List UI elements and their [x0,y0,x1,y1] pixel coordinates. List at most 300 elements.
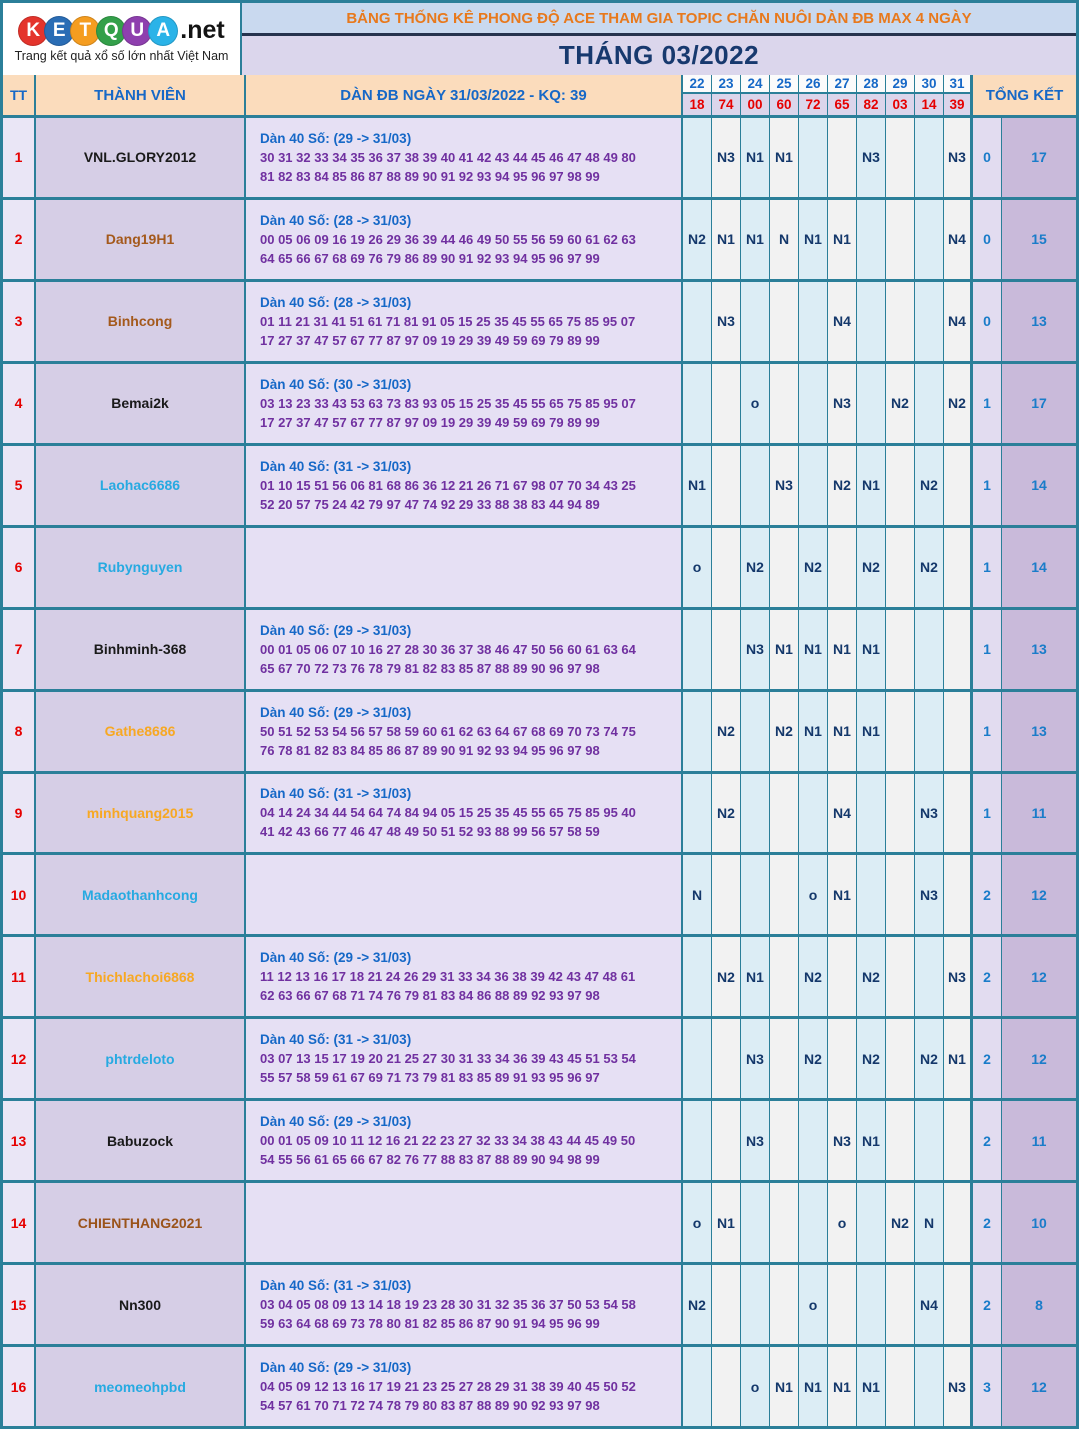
table-row [3,610,1076,692]
day-number-label: 26 [799,75,827,94]
day-status-cell [886,774,915,853]
day-status-cell [799,1183,828,1262]
member-name: Babuzock [36,1101,246,1180]
day-status-cell: o [799,1265,828,1344]
day-status-cell [886,200,915,279]
row-index: 5 [3,446,36,525]
dan-range-label: Dàn 40 Số: (28 -> 31/03) [260,294,412,310]
member-dan-description [246,1183,683,1262]
day-status-cell: N3 [712,118,741,197]
day-status-cell [857,1265,886,1344]
tongket-col1-value: 1 [973,528,1002,607]
day-status-cell [799,118,828,197]
row-index: 14 [3,1183,36,1262]
day-status-cell [770,774,799,853]
day-status-cell [799,282,828,361]
member-name: Nn300 [36,1265,246,1344]
day-status-cell [683,1347,712,1426]
day-column [741,75,770,115]
member-name: Binhminh-368 [36,610,246,689]
tongket-col1-value: 0 [973,282,1002,361]
day-status-cell [712,364,741,443]
tongket-col2-value: 13 [1002,610,1076,689]
col-header-member: THÀNH VIÊN [36,75,246,115]
col-header-tt: TT [3,75,36,115]
day-status-cell [857,774,886,853]
logo-wordmark [18,16,224,46]
table-body [3,118,1076,1426]
logo-letter-icon: E [44,16,74,46]
dan-numbers: 03 04 05 08 09 13 14 18 19 23 28 30 31 32 35 36 37 50 53 54 58 59 63 64 68 69 73 78 80 81 82 85 86 87 90 91 94 95 96 99 [260,1297,636,1332]
dan-range-label: Dàn 40 Số: (29 -> 31/03) [260,130,412,146]
day-status-cell [683,610,712,689]
dan-numbers: 03 07 13 15 17 19 20 21 25 27 30 31 33 34 36 39 43 45 51 53 54 55 57 58 59 61 67 69 71 73 79 81 83 85 89 91 93 95 96 97 [260,1051,636,1086]
table-row [3,1019,1076,1101]
member-dan-description [246,200,683,279]
day-status-cell: N3 [741,610,770,689]
day-status-cell: N1 [799,1347,828,1426]
member-dan-description [246,610,683,689]
member-name: Gathe8686 [36,692,246,771]
day-column [683,75,712,115]
day-status-cell [886,1347,915,1426]
day-status-cell [741,774,770,853]
day-result-value: 00 [741,94,769,115]
day-status-cell: N3 [712,282,741,361]
day-status-cell: N1 [799,200,828,279]
day-number-label: 27 [828,75,856,94]
day-status-cell: N2 [857,1019,886,1098]
day-status-cell [770,855,799,934]
day-status-cell [857,1183,886,1262]
day-status-cell: N3 [944,1347,973,1426]
day-status-cell [944,1183,973,1262]
tongket-col2-value: 17 [1002,118,1076,197]
table-row [3,692,1076,774]
tongket-col1-value: 0 [973,118,1002,197]
day-status-cell: N1 [712,1183,741,1262]
day-column [857,75,886,115]
table-row [3,118,1076,200]
tongket-col1-value: 2 [973,855,1002,934]
day-status-cell [915,364,944,443]
day-status-cell [857,855,886,934]
title-banners [242,3,1076,75]
day-status-cell: N4 [828,282,857,361]
day-column [828,75,857,115]
day-number-label: 31 [944,75,970,94]
day-number-label: 29 [886,75,914,94]
day-number-label: 22 [683,75,711,94]
day-result-value: 65 [828,94,856,115]
day-status-cell [712,1347,741,1426]
day-number-label: 30 [915,75,943,94]
day-result-value: 72 [799,94,827,115]
day-status-cell: N2 [915,528,944,607]
day-status-cell: N1 [828,855,857,934]
logo-suffix: .net [180,16,225,44]
day-status-cell [741,446,770,525]
day-status-cell [944,528,973,607]
tongket-col1-value: 3 [973,1347,1002,1426]
table-row [3,446,1076,528]
day-number-label: 23 [712,75,740,94]
day-status-cell [741,1183,770,1262]
tongket-col2-value: 12 [1002,1347,1076,1426]
tongket-col2-value: 11 [1002,1101,1076,1180]
day-status-cell [915,692,944,771]
day-status-cell [857,200,886,279]
day-status-cell [683,1019,712,1098]
day-status-cell: N3 [828,1101,857,1180]
tongket-col2-value: 14 [1002,446,1076,525]
dan-range-label: Dàn 40 Số: (29 -> 31/03) [260,1114,412,1130]
day-status-cell: N2 [828,446,857,525]
row-index: 6 [3,528,36,607]
member-dan-description [246,1347,683,1426]
dan-range-label: Dàn 40 Số: (29 -> 31/03) [260,950,412,966]
day-status-cell [741,282,770,361]
dan-numbers: 01 11 21 31 41 51 61 71 81 91 05 15 25 35 45 55 65 75 85 95 07 17 27 37 47 57 67 77 87 97 09 19 29 39 49 59 69 79 89 99 [260,313,636,348]
day-status-cell [915,118,944,197]
member-dan-description [246,1101,683,1180]
row-index: 15 [3,1265,36,1344]
table-header [3,75,1076,118]
day-status-cell: N3 [741,1101,770,1180]
day-status-cell [886,1265,915,1344]
day-status-cell: N2 [944,364,973,443]
dan-range-label: Dàn 40 Số: (28 -> 31/03) [260,212,412,228]
day-status-cell: N4 [828,774,857,853]
day-status-cell [828,118,857,197]
day-status-cell [741,1265,770,1344]
member-name: VNL.GLORY2012 [36,118,246,197]
table-row [3,937,1076,1019]
dan-numbers: 00 01 05 06 07 10 16 27 28 30 36 37 38 46 47 50 56 60 61 63 64 65 67 70 72 73 76 78 79 81 82 83 85 87 88 89 90 96 97 98 [260,641,636,676]
day-status-cell [886,692,915,771]
day-status-cell: o [799,855,828,934]
member-dan-description [246,282,683,361]
logo-letter-icon: U [122,16,152,46]
day-status-cell: o [828,1183,857,1262]
site-logo[interactable] [3,3,242,75]
day-status-cell [683,282,712,361]
day-status-cell [944,446,973,525]
row-index: 10 [3,855,36,934]
day-status-cell [712,610,741,689]
day-status-cell [741,692,770,771]
day-status-cell: N2 [683,200,712,279]
dan-range-label: Dàn 40 Số: (31 -> 31/03) [260,786,412,802]
day-status-cell [799,1101,828,1180]
row-index: 9 [3,774,36,853]
day-status-cell: N2 [857,528,886,607]
day-status-cell: o [741,364,770,443]
day-status-cell [712,446,741,525]
dan-numbers: 04 05 09 12 13 16 17 19 21 23 25 27 28 29 31 38 39 40 45 50 52 54 57 61 70 71 72 74 78 79 80 83 87 88 89 90 92 93 97 98 [260,1379,636,1414]
day-status-cell [712,528,741,607]
day-status-cell: N2 [799,528,828,607]
day-status-cell: N1 [741,937,770,1016]
day-status-cell: N4 [944,282,973,361]
day-status-cell: o [683,1183,712,1262]
logo-letter-icon: Q [96,16,126,46]
tongket-col2-value: 17 [1002,364,1076,443]
table-row [3,528,1076,610]
day-status-cell: N3 [857,118,886,197]
dan-range-label: Dàn 40 Số: (30 -> 31/03) [260,376,412,392]
member-name: Thichlachoi6868 [36,937,246,1016]
day-column [799,75,828,115]
day-status-cell [915,1347,944,1426]
tongket-col1-value: 2 [973,1101,1002,1180]
tongket-col2-value: 10 [1002,1183,1076,1262]
member-name: Binhcong [36,282,246,361]
table-row [3,1347,1076,1426]
day-column [886,75,915,115]
member-dan-description [246,446,683,525]
dan-numbers: 04 14 24 34 44 54 64 74 84 94 05 15 25 35 45 55 65 75 85 95 40 41 42 43 66 77 46 47 48 49 50 51 52 93 88 99 56 57 58 59 [260,805,636,840]
day-status-cell [944,610,973,689]
day-status-cell: o [683,528,712,607]
member-dan-description [246,937,683,1016]
dan-numbers: 03 13 23 33 43 53 63 73 83 93 05 15 25 35 45 55 65 75 85 95 07 17 27 37 47 57 67 77 87 97 09 19 29 39 49 59 69 79 89 99 [260,395,636,430]
tongket-col1-value: 1 [973,364,1002,443]
table-row [3,282,1076,364]
tongket-col1-value: 2 [973,1183,1002,1262]
day-number-label: 28 [857,75,885,94]
table-row [3,364,1076,446]
day-status-cell: N2 [770,692,799,771]
day-status-cell: N3 [915,855,944,934]
day-status-cell [770,1183,799,1262]
dan-numbers: 01 10 15 51 56 06 81 68 86 36 12 21 26 71 67 98 07 70 34 43 25 52 20 57 75 24 42 79 97 47 74 92 29 33 88 38 83 44 94 89 [260,477,636,512]
day-status-cell [944,692,973,771]
tongket-col1-value: 1 [973,610,1002,689]
day-column [770,75,799,115]
day-status-cell [770,937,799,1016]
day-column [712,75,741,115]
member-name: CHIENTHANG2021 [36,1183,246,1262]
col-header-tongket: TỔNG KẾT [973,75,1076,115]
day-status-cell [770,364,799,443]
row-index: 8 [3,692,36,771]
day-status-cell: N1 [828,1347,857,1426]
day-status-cell [944,855,973,934]
day-status-cell [886,528,915,607]
tongket-col2-value: 11 [1002,774,1076,853]
topic-title: BẢNG THỐNG KÊ PHONG ĐỘ ACE THAM GIA TOPIC CHĂN NUÔI DÀN ĐB MAX 4 NGÀY [242,3,1076,36]
day-status-cell: o [741,1347,770,1426]
day-status-cell: N1 [741,200,770,279]
day-status-cell: N2 [712,692,741,771]
day-status-cell: N [915,1183,944,1262]
row-index: 2 [3,200,36,279]
tongket-col1-value: 1 [973,446,1002,525]
row-index: 11 [3,937,36,1016]
day-number-label: 24 [741,75,769,94]
member-dan-description [246,692,683,771]
day-status-cell: N2 [741,528,770,607]
day-status-cell: N1 [828,692,857,771]
day-result-value: 39 [944,94,970,115]
dan-numbers: 30 31 32 33 34 35 36 37 38 39 40 41 42 43 44 45 46 47 48 49 80 81 82 83 84 85 86 87 88 89 90 91 92 93 94 95 96 97 98 99 [260,149,636,184]
day-status-cell [799,774,828,853]
day-status-cell [857,364,886,443]
day-result-value: 82 [857,94,885,115]
day-status-cell: N2 [683,1265,712,1344]
day-result-value: 60 [770,94,798,115]
row-index: 16 [3,1347,36,1426]
row-index: 1 [3,118,36,197]
logo-letter-icon: T [70,16,100,46]
member-name: Madaothanhcong [36,855,246,934]
day-status-cell [770,1265,799,1344]
dan-range-label: Dàn 40 Số: (29 -> 31/03) [260,622,412,638]
member-name: Bemai2k [36,364,246,443]
day-status-cell: N1 [857,1101,886,1180]
day-status-cell: N2 [712,774,741,853]
logo-tagline: Trang kết quả xổ số lớn nhất Việt Nam [14,48,229,63]
table-row [3,200,1076,282]
day-status-cell: N1 [799,692,828,771]
member-name: Dang19H1 [36,200,246,279]
table-row [3,1183,1076,1265]
table-row [3,1101,1076,1183]
day-status-cell: N1 [828,610,857,689]
dan-range-label: Dàn 40 Số: (31 -> 31/03) [260,458,412,474]
day-status-cell: N1 [712,200,741,279]
day-status-cell [683,774,712,853]
day-status-cell [712,855,741,934]
logo-letter-icon: A [148,16,178,46]
day-status-cell [915,282,944,361]
row-index: 13 [3,1101,36,1180]
tongket-col1-value: 2 [973,937,1002,1016]
dan-range-label: Dàn 40 Số: (29 -> 31/03) [260,1360,412,1376]
day-result-value: 74 [712,94,740,115]
day-result-value: 14 [915,94,943,115]
tongket-col1-value: 1 [973,692,1002,771]
row-index: 7 [3,610,36,689]
day-status-cell [915,1101,944,1180]
dan-range-label: Dàn 40 Số: (31 -> 31/03) [260,1278,412,1294]
tongket-col2-value: 13 [1002,282,1076,361]
day-status-cell [770,1019,799,1098]
member-dan-description [246,855,683,934]
tongket-col1-value: 1 [973,774,1002,853]
month-title: THÁNG 03/2022 [242,36,1076,75]
day-status-cell: N3 [944,118,973,197]
table-row [3,774,1076,856]
member-name: phtrdeloto [36,1019,246,1098]
day-status-cell [886,855,915,934]
row-index: 12 [3,1019,36,1098]
table-row [3,855,1076,937]
tongket-col2-value: 14 [1002,528,1076,607]
day-status-cell: N3 [915,774,944,853]
logo-letter-circles [18,16,178,46]
day-status-cell: N3 [944,937,973,1016]
day-status-cell [886,1019,915,1098]
day-status-cell [770,1101,799,1180]
day-status-cell: N2 [915,1019,944,1098]
day-status-cell [944,774,973,853]
member-name: meomeohpbd [36,1347,246,1426]
day-status-cell: N1 [770,610,799,689]
day-status-cell: N3 [770,446,799,525]
day-status-cell: N1 [944,1019,973,1098]
day-status-cell [857,282,886,361]
member-name: minhquang2015 [36,774,246,853]
day-status-cell [915,937,944,1016]
tongket-col1-value: 2 [973,1265,1002,1344]
day-column [944,75,973,115]
day-status-cell [799,364,828,443]
tongket-col2-value: 8 [1002,1265,1076,1344]
tongket-col2-value: 15 [1002,200,1076,279]
table-row [3,1265,1076,1347]
top-banner-area [3,3,1076,75]
day-status-cell [944,1101,973,1180]
day-status-cell: N3 [741,1019,770,1098]
tongket-col1-value: 2 [973,1019,1002,1098]
day-status-cell: N1 [828,200,857,279]
day-number-label: 25 [770,75,798,94]
day-status-cell: N1 [741,118,770,197]
day-status-cell [683,937,712,1016]
day-status-cell [712,1019,741,1098]
day-result-value: 18 [683,94,711,115]
day-status-cell [915,200,944,279]
day-status-cell: N2 [712,937,741,1016]
day-status-cell [944,1265,973,1344]
day-status-cell: N4 [915,1265,944,1344]
day-status-cell [886,937,915,1016]
tongket-col1-value: 0 [973,200,1002,279]
logo-letter-icon: K [18,16,48,46]
day-status-cell: N1 [770,118,799,197]
day-status-cell [886,118,915,197]
tongket-col2-value: 12 [1002,855,1076,934]
day-column [915,75,944,115]
day-status-cell [828,1265,857,1344]
day-status-cell: N1 [799,610,828,689]
member-dan-description [246,1265,683,1344]
day-status-cell [886,610,915,689]
dan-numbers: 11 12 13 16 17 18 21 24 26 29 31 33 34 36 38 39 42 43 47 48 61 62 63 66 67 68 71 74 76 79 81 83 84 86 88 89 92 93 97 98 [260,969,636,1004]
member-name: Rubynguyen [36,528,246,607]
tongket-col2-value: 13 [1002,692,1076,771]
member-dan-description [246,364,683,443]
day-status-cell: N1 [857,446,886,525]
day-status-cell [683,692,712,771]
day-status-cell [683,118,712,197]
day-status-cell: N2 [857,937,886,1016]
day-status-cell: N2 [799,937,828,1016]
day-status-cell [828,528,857,607]
day-status-cell: N2 [886,364,915,443]
dan-range-label: Dàn 40 Số: (29 -> 31/03) [260,704,412,720]
day-status-cell [886,446,915,525]
tongket-col2-value: 12 [1002,1019,1076,1098]
day-status-cell: N1 [857,1347,886,1426]
day-status-cell: N2 [799,1019,828,1098]
tongket-col2-value: 12 [1002,937,1076,1016]
day-status-cell [799,446,828,525]
day-status-cell [741,855,770,934]
day-status-cell: N [683,855,712,934]
